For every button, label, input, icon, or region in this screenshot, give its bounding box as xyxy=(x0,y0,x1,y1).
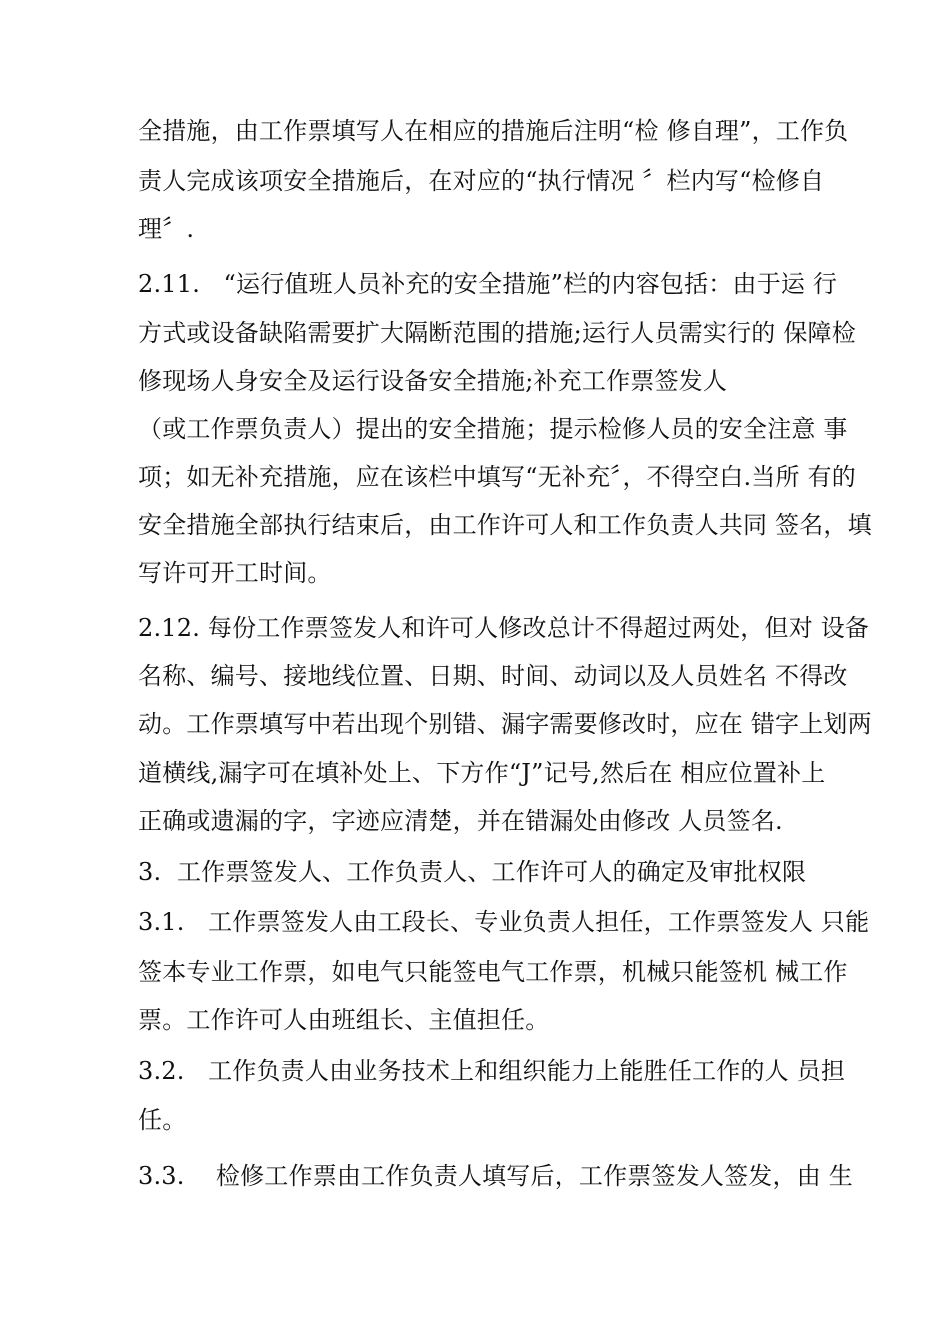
text-line: 3.1. 工作票签发人由工段长、专业负责人担任，工作票签发人 只能 xyxy=(138,908,870,936)
text-line: 动。工作票填写中若出现个别错、漏字需要修改时，应在 错字上划两 xyxy=(138,710,872,738)
text-line: 方式或设备缺陷需要扩大隔断范围的措施;运行人员需实行的 保障检 xyxy=(138,319,856,347)
text-line: 责人完成该项安全措施后，在对应的“执行情况 〞栏内写“检修自 xyxy=(138,167,825,195)
text-line: 安全措施全部执行结束后，由工作许可人和工作负责人共同 签名，填 xyxy=(138,511,872,539)
text-line: 项；如无补充措施，应在该栏中填写“无补充〞，不得空白.当所 有的 xyxy=(138,463,856,491)
text-line: 正确或遗漏的字，字迹应清楚，并在错漏处由修改 人员签名. xyxy=(138,807,783,835)
text-line: 3.3. 检修工作票由工作负责人填写后，工作票签发人签发，由 生 xyxy=(138,1162,853,1190)
text-line: 修现场人身安全及运行设备安全措施;补充工作票签发人 xyxy=(138,367,728,395)
text-line: 2.11. “运行值班人员补充的安全措施”栏的内容包括：由于运 行 xyxy=(138,270,838,298)
text-line: （或工作票负责人）提出的安全措施；提示检修人员的安全注意 事 xyxy=(138,415,848,443)
text-line: 3.2. 工作负责人由业务技术上和组织能力上能胜任工作的人 员担 xyxy=(138,1057,846,1085)
text-line: 2.12. 每份工作票签发人和许可人修改总计不得超过两处，但对 设备 xyxy=(138,614,870,642)
text-line: 写许可开工时间。 xyxy=(138,559,332,587)
text-line: 道横线,漏字可在填补处上、下方作“J”记号,然后在 相应位置补上 xyxy=(138,759,826,787)
text-line: 理〞. xyxy=(138,215,195,243)
text-line: 票。工作许可人由班组长、主值担任。 xyxy=(138,1006,550,1034)
text-line: 3. 工作票签发人、工作负责人、工作许可人的确定及审批权限 xyxy=(138,858,807,886)
text-line: 名称、编号、接地线位置、日期、时间、动词以及人员姓名 不得改 xyxy=(138,662,848,690)
text-line: 任。 xyxy=(138,1106,187,1134)
text-line: 签本专业工作票，如电气只能签电气工作票，机械只能签机 械工作 xyxy=(138,958,848,986)
text-line: 全措施，由工作票填写人在相应的措施后注明“检 修自理”，工作负 xyxy=(138,117,849,145)
